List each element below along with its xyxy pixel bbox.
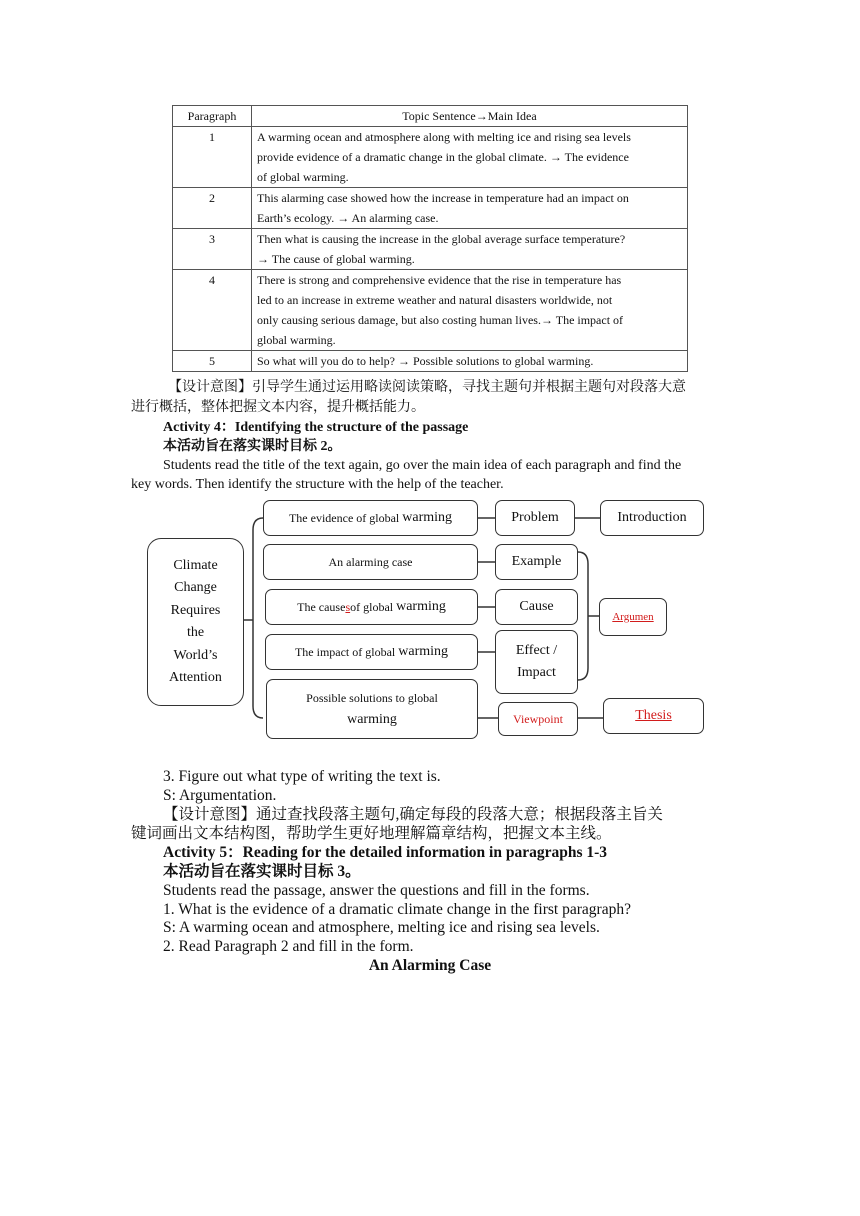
idea-text: The cause	[297, 600, 346, 614]
activity-4-title: Activity 4：Identifying the structure of the passage	[163, 420, 469, 435]
impact-line: Impact	[517, 665, 556, 680]
activity-4-text-line2: key words. Then identify the structure with the help of the teacher.	[131, 477, 504, 492]
idea-text: of global	[350, 600, 394, 614]
row-line: global warming.	[257, 333, 336, 347]
row-number: 1	[173, 127, 252, 188]
row-line: led to an increase in extreme weather and natural disasters worldwide, not	[257, 293, 613, 307]
question-3: 3. Figure out what type of writing the text is.	[163, 768, 441, 785]
label-example: Example	[495, 544, 578, 580]
idea-alarming-case	[263, 544, 478, 580]
table-header-paragraph: Paragraph	[173, 106, 252, 127]
idea-keyword: warming	[402, 510, 453, 525]
root-line: Change	[174, 580, 217, 595]
label-introduction: Introduction	[600, 500, 704, 536]
row-number: 5	[173, 351, 252, 372]
label-cause: Cause	[495, 589, 578, 625]
label-viewpoint: Viewpoint	[498, 702, 578, 736]
idea-text: An alarming case	[328, 555, 413, 569]
root-line: Attention	[169, 670, 222, 685]
activity-4-text-line1: Students read the title of the text again, go over the main idea of each paragraph and find the	[163, 458, 682, 473]
idea-causes	[265, 589, 478, 625]
idea-red-letter: s	[345, 600, 351, 614]
effect-line: Effect /	[515, 643, 558, 658]
row-number: 2	[173, 188, 252, 229]
activity-4-goal: 本活动旨在落实课时目标 2。	[163, 439, 342, 454]
row-line: only causing serious damage, but also costing human lives.→ The impact of	[257, 313, 624, 327]
row-line: A warming ocean and atmosphere along with melting ice and rising sea levels	[257, 130, 631, 144]
table-header-main-idea: Topic Sentence→Main Idea	[252, 106, 688, 127]
row-line: Earth’s ecology. → An alarming case.	[257, 211, 439, 225]
row-line: of global warming.	[257, 170, 349, 184]
root-line: Requires	[170, 602, 221, 618]
idea-text: The impact of global	[294, 645, 396, 659]
label-effect-impact	[495, 630, 578, 694]
design-intent-1-line2: 进行概括，整体把握文本内容，提升概括能力。	[131, 400, 425, 415]
row-line: provide evidence of a dramatic change in the global climate. → The evidence	[257, 150, 629, 164]
row-number: 4	[173, 270, 252, 351]
root-line: the	[186, 625, 205, 640]
idea-keyword: warming	[396, 599, 446, 614]
question-1: 1. What is the evidence of a dramatic climate change in the first paragraph?	[163, 901, 631, 918]
answer-3: S: Argumentation.	[163, 787, 277, 804]
activity-5-title: Activity 5：Reading for the detailed information in paragraphs 1-3	[163, 844, 608, 861]
case-title: An Alarming Case	[368, 957, 492, 974]
row-line: → The cause of global warming.	[257, 252, 415, 266]
idea-text: Possible solutions to global	[306, 691, 438, 705]
design-intent-1-line1: 【设计意图】引导学生通过运用略读阅读策略，寻找主题句并根据主题句对段落大意	[168, 380, 686, 395]
idea-keyword: warming	[398, 644, 449, 659]
design-intent-2-line1: 【设计意图】通过查找段落主题句,确定每段的段落大意；根据段落主旨关	[163, 806, 663, 823]
label-thesis: Thesis	[603, 698, 704, 734]
activity-5-goal: 本活动旨在落实课时目标 3。	[163, 863, 361, 880]
diagram-root-title	[147, 538, 244, 706]
idea-evidence	[263, 500, 478, 536]
root-line: World’s	[173, 647, 218, 663]
row-number: 3	[173, 229, 252, 270]
label-problem: Problem	[495, 500, 575, 536]
row-line: This alarming case showed how the increase in temperature had an impact on	[257, 191, 629, 205]
answer-1: S: A warming ocean and atmosphere, melting ice and rising sea levels.	[163, 919, 600, 936]
idea-text: The evidence of global	[288, 511, 400, 525]
activity-5-text: Students read the passage, answer the questions and fill in the forms.	[163, 882, 590, 899]
root-line: Climate	[173, 557, 218, 573]
label-argument: Argumen	[599, 598, 667, 636]
question-2: 2. Read Paragraph 2 and fill in the form.	[163, 938, 414, 955]
row-line: There is strong and comprehensive evidence that the rise in temperature has	[257, 273, 622, 287]
row-line: Then what is causing the increase in the global average surface temperature?	[257, 232, 626, 246]
idea-impact	[265, 634, 478, 670]
idea-keyword: warming	[347, 712, 397, 727]
row-line: So what will you do to help? → Possible solutions to global warming.	[257, 354, 594, 368]
idea-solutions	[266, 679, 478, 739]
design-intent-2-line2: 键词画出文本结构图，帮助学生更好地理解篇章结构，把握文本主线。	[131, 825, 612, 842]
